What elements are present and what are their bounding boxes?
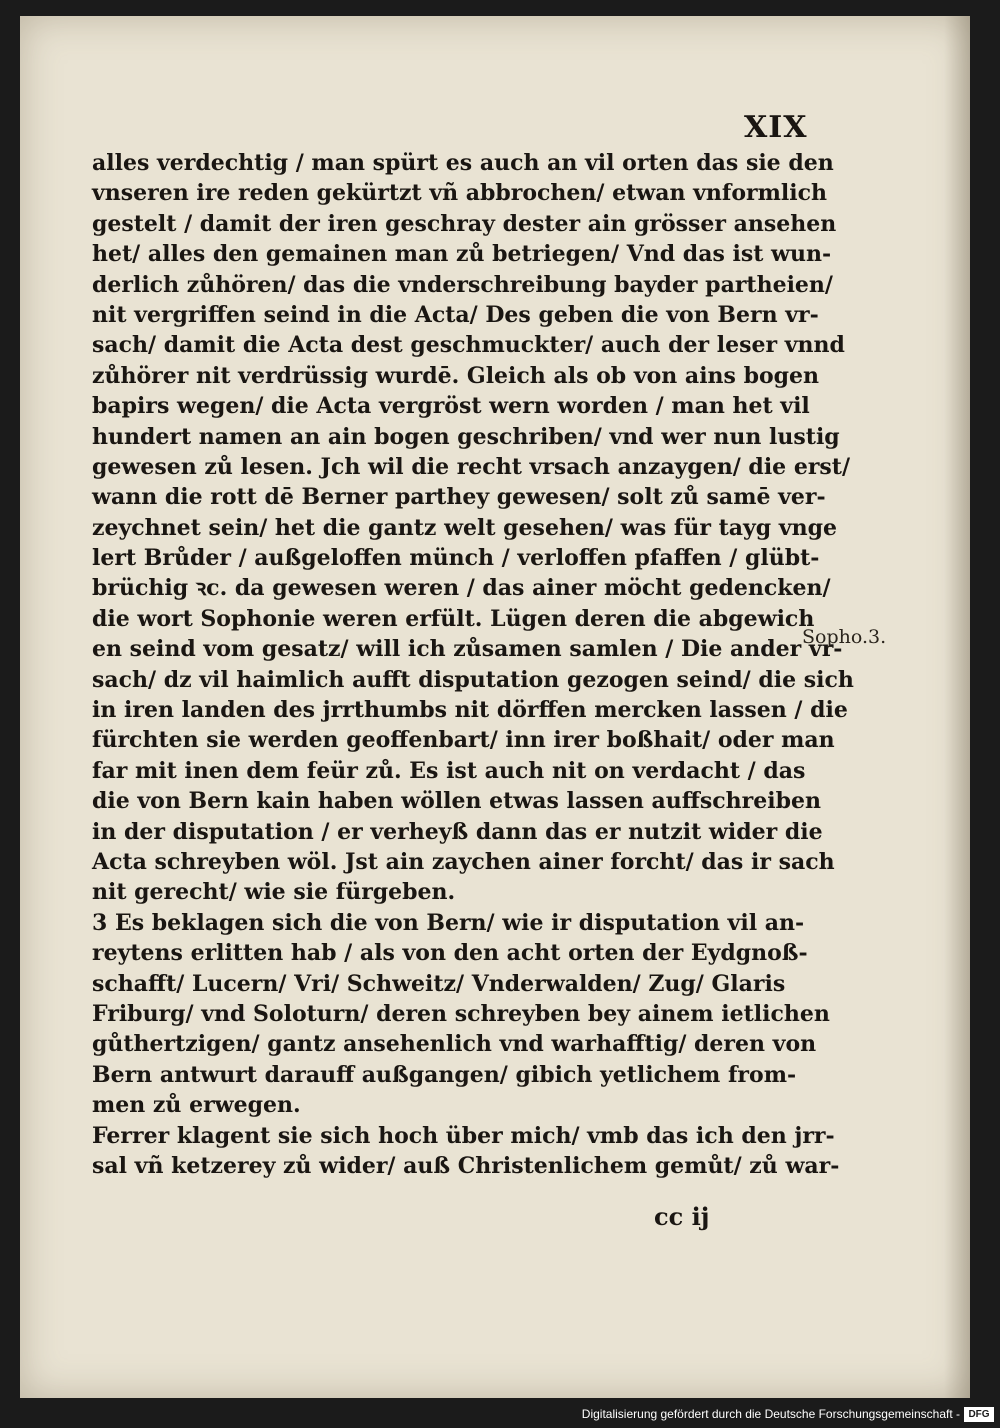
- text-line: Bern antwurt darauff außgangen/ gibich yetlichem from-: [92, 1061, 797, 1088]
- text-line: sach/ damit die Acta dest geschmuckter/ auch der leser vnnd: [92, 332, 845, 359]
- text-line: gestelt / damit der iren geschray dester ain grösser ansehen: [92, 210, 837, 237]
- text-line: fürchten sie werden geoffenbart/ inn irer boßhait/ oder man: [92, 727, 835, 754]
- text-line: sal vñ ketzerey zů wider/ auß Christenlichem gemůt/ zů war-: [92, 1152, 840, 1179]
- text-line: wann die rott dē Berner parthey gewesen/ solt zů samē ver-: [92, 484, 826, 511]
- marginal-note: Sopho.3.: [802, 626, 887, 648]
- text-line: schafft/ Lucern/ Vri/ Schweitz/ Vnderwalden/ Zug/ Glaris: [92, 970, 786, 997]
- text-line: brüchig ꝛc. da gewesen weren / das ainer möcht gedencken/: [92, 575, 831, 602]
- text-line: Ferrer klagent sie sich hoch über mich/ vmb das ich den jrr-: [92, 1122, 835, 1149]
- book-page: [20, 16, 970, 1398]
- text-line: lert Brůder / außgeloffen münch / verloffen pfaffen / glübt-: [92, 545, 820, 572]
- text-line: reytens erlitten hab / als von den acht orten der Eydgnoß-: [92, 940, 808, 967]
- text-line: in der disputation / er verheyß dann das er nutzit wider die: [92, 818, 823, 845]
- folio-number: XIX: [744, 110, 808, 145]
- text-line: derlich zůhören/ das die vnderschreibung bayder partheien/: [92, 271, 833, 298]
- text-line: zeychnet sein/ het die gantz welt gesehen/ was für tayg vnge: [92, 514, 837, 541]
- text-line: nit gerecht/ wie sie fürgeben.: [92, 879, 456, 906]
- text-line: in iren landen des jrrthumbs nit dörffen mercken lassen / die: [92, 697, 848, 724]
- text-line: gůthertzigen/ gantz ansehenlich vnd warhafftig/ deren von: [92, 1031, 817, 1058]
- funding-credit: Digitalisierung gefördert durch die Deutsche Forschungsgemeinschaft -: [581, 1407, 960, 1421]
- signature-mark: cc ij: [654, 1202, 710, 1231]
- text-line: sach/ dz vil haimlich aufft disputation gezogen seind/ die sich: [92, 666, 854, 693]
- text-line: het/ alles den gemainen man zů betriegen/ Vnd das ist wun-: [92, 241, 832, 268]
- text-line: men zů erwegen.: [92, 1092, 301, 1119]
- text-line: nit vergriffen seind in die Acta/ Des geben die von Bern vr-: [92, 301, 819, 328]
- text-line: Acta schreyben wöl. Jst ain zaychen ainer forcht/ das ir sach: [92, 848, 835, 875]
- text-line: en seind vom gesatz/ will ich zůsamen samlen / Die ander vr-: [92, 636, 843, 663]
- text-line: gewesen zů lesen. Jch wil die recht vrsach anzaygen/ die erst/: [92, 453, 851, 480]
- text-line: hundert namen an ain bogen geschriben/ vnd wer nun lustig: [92, 423, 840, 450]
- footer-bar: [0, 1402, 1000, 1428]
- text-line: far mit inen dem feür zů. Es ist auch nit on verdacht / das: [92, 757, 806, 784]
- text-line: Friburg/ vnd Soloturn/ deren schreyben bey ainem ietlichen: [92, 1000, 830, 1027]
- text-line: bapirs wegen/ die Acta vergröst wern worden / man het vil: [92, 393, 810, 420]
- dfg-logo: DFG: [964, 1407, 994, 1422]
- text-line: die wort Sophonie weren erfült. Lügen deren die abgewich: [92, 605, 815, 632]
- text-line: zůhörer nit verdrüssig wurdē. Gleich als ob von ains bogen: [92, 362, 820, 389]
- text-line: vnseren ire reden gekürtzt vñ abbrochen/ etwan vnformlich: [92, 180, 828, 207]
- text-line: alles verdechtig / man spürt es auch an vil orten das sie den: [92, 150, 834, 176]
- text-line: die von Bern kain haben wöllen etwas lassen auffschreiben: [92, 788, 821, 815]
- page-edge-shadow: [944, 16, 970, 1398]
- text-line: 3 Es beklagen sich die von Bern/ wie ir disputation vil an-: [92, 909, 805, 936]
